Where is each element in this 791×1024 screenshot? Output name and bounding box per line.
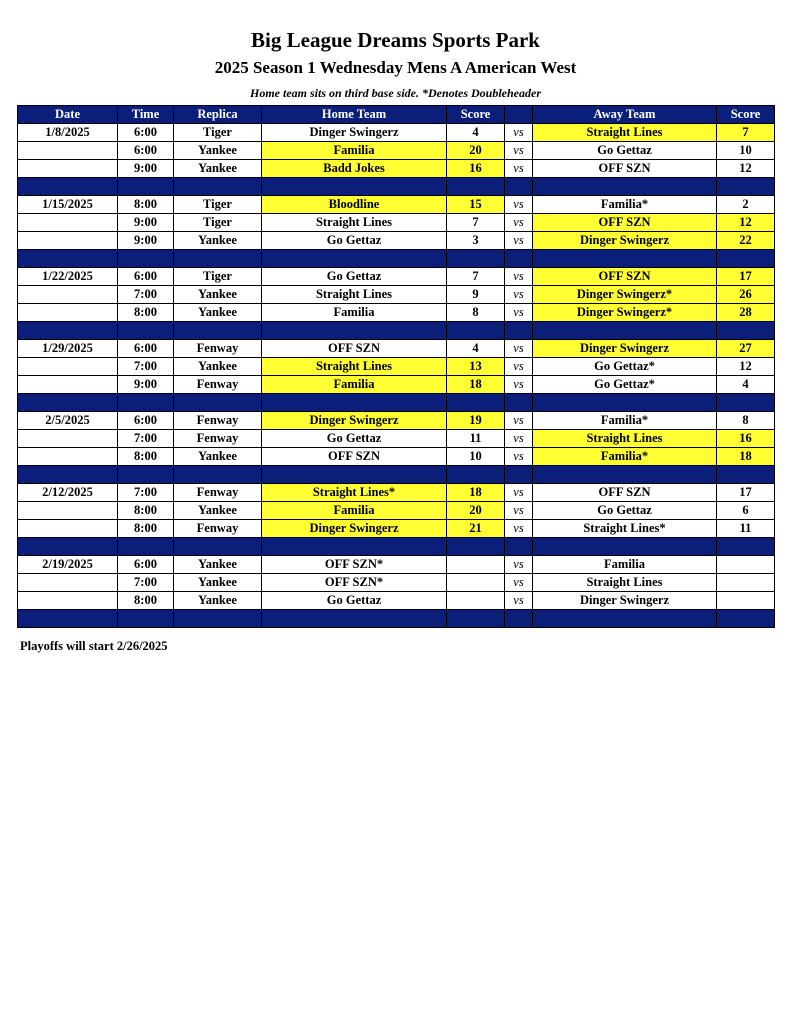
week-separator: [18, 178, 775, 196]
separator-cell: [447, 466, 505, 484]
away-score-cell: 12: [717, 160, 775, 178]
away-team-cell: OFF SZN: [533, 214, 717, 232]
home-score-cell: 15: [447, 196, 505, 214]
home-score-cell: 20: [447, 502, 505, 520]
game-row: [18, 592, 775, 610]
time-cell: 8:00: [118, 502, 174, 520]
separator-cell: [717, 178, 775, 196]
game-row: [18, 214, 775, 232]
game-row: [18, 502, 775, 520]
vs-cell: vs: [505, 286, 533, 304]
header-home-score: Score: [447, 106, 505, 124]
header-date: Date: [18, 106, 118, 124]
header-row: [18, 106, 775, 124]
away-team-cell: OFF SZN: [533, 160, 717, 178]
date-cell: 1/29/2025: [18, 340, 118, 358]
separator-cell: [174, 466, 262, 484]
vs-cell: vs: [505, 214, 533, 232]
away-score-cell: 4: [717, 376, 775, 394]
home-score-cell: [447, 574, 505, 592]
time-cell: 9:00: [118, 160, 174, 178]
away-score-cell: 18: [717, 448, 775, 466]
separator-cell: [447, 394, 505, 412]
home-score-cell: 8: [447, 304, 505, 322]
vs-cell: vs: [505, 592, 533, 610]
header-time: Time: [118, 106, 174, 124]
vs-cell: vs: [505, 358, 533, 376]
vs-cell: vs: [505, 556, 533, 574]
home-team-cell: Go Gettaz: [262, 430, 447, 448]
replica-cell: Fenway: [174, 340, 262, 358]
separator-cell: [505, 178, 533, 196]
date-cell: 2/19/2025: [18, 556, 118, 574]
away-score-cell: [717, 592, 775, 610]
week-separator: [18, 466, 775, 484]
away-team-cell: Straight Lines*: [533, 520, 717, 538]
away-team-cell: Dinger Swingerz*: [533, 286, 717, 304]
away-team-cell: Familia*: [533, 412, 717, 430]
separator-cell: [505, 466, 533, 484]
away-score-cell: 17: [717, 268, 775, 286]
replica-cell: Tiger: [174, 268, 262, 286]
home-team-cell: OFF SZN: [262, 340, 447, 358]
game-row: [18, 412, 775, 430]
replica-cell: Yankee: [174, 142, 262, 160]
vs-cell: vs: [505, 268, 533, 286]
separator-cell: [118, 466, 174, 484]
away-team-cell: Straight Lines: [533, 124, 717, 142]
header-away-score: Score: [717, 106, 775, 124]
separator-cell: [18, 466, 118, 484]
date-cell: [18, 592, 118, 610]
home-team-cell: Dinger Swingerz: [262, 412, 447, 430]
header-vs: [505, 106, 533, 124]
separator-cell: [533, 538, 717, 556]
replica-cell: Yankee: [174, 502, 262, 520]
week-separator: [18, 250, 775, 268]
separator-cell: [262, 394, 447, 412]
home-score-cell: [447, 592, 505, 610]
home-score-cell: 20: [447, 142, 505, 160]
game-row: [18, 286, 775, 304]
date-cell: [18, 142, 118, 160]
vs-cell: vs: [505, 574, 533, 592]
vs-cell: vs: [505, 376, 533, 394]
home-team-cell: Straight Lines: [262, 358, 447, 376]
replica-cell: Yankee: [174, 592, 262, 610]
game-row: [18, 196, 775, 214]
date-cell: [18, 232, 118, 250]
time-cell: 6:00: [118, 268, 174, 286]
separator-cell: [118, 610, 174, 628]
away-score-cell: 27: [717, 340, 775, 358]
away-score-cell: [717, 556, 775, 574]
replica-cell: Yankee: [174, 556, 262, 574]
date-cell: 2/12/2025: [18, 484, 118, 502]
time-cell: 6:00: [118, 340, 174, 358]
separator-cell: [533, 394, 717, 412]
home-score-cell: 21: [447, 520, 505, 538]
date-cell: [18, 358, 118, 376]
date-cell: 1/8/2025: [18, 124, 118, 142]
home-score-cell: 9: [447, 286, 505, 304]
header-away-team: Away Team: [533, 106, 717, 124]
away-score-cell: 12: [717, 358, 775, 376]
separator-cell: [262, 178, 447, 196]
date-cell: [18, 160, 118, 178]
time-cell: 7:00: [118, 286, 174, 304]
separator-cell: [118, 250, 174, 268]
away-team-cell: Go Gettaz: [533, 142, 717, 160]
home-score-cell: 11: [447, 430, 505, 448]
date-cell: 2/5/2025: [18, 412, 118, 430]
away-score-cell: [717, 574, 775, 592]
away-score-cell: 8: [717, 412, 775, 430]
separator-cell: [262, 322, 447, 340]
home-score-cell: 19: [447, 412, 505, 430]
separator-cell: [118, 394, 174, 412]
replica-cell: Yankee: [174, 286, 262, 304]
time-cell: 6:00: [118, 124, 174, 142]
vs-cell: vs: [505, 232, 533, 250]
game-row: [18, 268, 775, 286]
home-score-cell: [447, 556, 505, 574]
replica-cell: Yankee: [174, 448, 262, 466]
home-team-cell: Go Gettaz: [262, 232, 447, 250]
home-team-cell: Familia: [262, 304, 447, 322]
game-row: [18, 520, 775, 538]
vs-cell: vs: [505, 124, 533, 142]
date-cell: [18, 304, 118, 322]
game-row: [18, 304, 775, 322]
away-score-cell: 12: [717, 214, 775, 232]
game-row: [18, 556, 775, 574]
away-team-cell: Dinger Swingerz: [533, 340, 717, 358]
home-team-cell: OFF SZN*: [262, 556, 447, 574]
separator-cell: [174, 538, 262, 556]
separator-cell: [717, 466, 775, 484]
vs-cell: vs: [505, 196, 533, 214]
vs-cell: vs: [505, 520, 533, 538]
home-team-cell: Familia: [262, 376, 447, 394]
away-team-cell: Go Gettaz*: [533, 358, 717, 376]
separator-cell: [118, 322, 174, 340]
separator-cell: [262, 466, 447, 484]
away-team-cell: Familia*: [533, 448, 717, 466]
game-row: [18, 376, 775, 394]
time-cell: 8:00: [118, 304, 174, 322]
separator-cell: [717, 538, 775, 556]
time-cell: 7:00: [118, 430, 174, 448]
page-subtitle: 2025 Season 1 Wednesday Mens A American West: [214, 58, 577, 77]
separator-cell: [174, 322, 262, 340]
separator-cell: [118, 178, 174, 196]
separator-cell: [505, 394, 533, 412]
separator-cell: [505, 538, 533, 556]
week-separator: [18, 394, 775, 412]
separator-cell: [717, 250, 775, 268]
separator-cell: [18, 538, 118, 556]
separator-cell: [505, 250, 533, 268]
home-score-cell: 18: [447, 376, 505, 394]
date-cell: [18, 214, 118, 232]
vs-cell: vs: [505, 484, 533, 502]
home-team-cell: Straight Lines: [262, 214, 447, 232]
home-team-cell: OFF SZN: [262, 448, 447, 466]
separator-cell: [717, 322, 775, 340]
home-team-cell: Dinger Swingerz: [262, 520, 447, 538]
separator-cell: [505, 610, 533, 628]
separator-cell: [505, 322, 533, 340]
away-team-cell: Go Gettaz*: [533, 376, 717, 394]
separator-cell: [533, 610, 717, 628]
separator-cell: [447, 322, 505, 340]
away-team-cell: Dinger Swingerz: [533, 232, 717, 250]
week-separator: [18, 322, 775, 340]
time-cell: 6:00: [118, 412, 174, 430]
separator-cell: [262, 610, 447, 628]
separator-cell: [118, 538, 174, 556]
schedule-table: [17, 105, 775, 628]
separator-cell: [717, 610, 775, 628]
vs-cell: vs: [505, 502, 533, 520]
away-score-cell: 7: [717, 124, 775, 142]
time-cell: 7:00: [118, 358, 174, 376]
time-cell: 9:00: [118, 376, 174, 394]
away-score-cell: 2: [717, 196, 775, 214]
vs-cell: vs: [505, 412, 533, 430]
away-score-cell: 10: [717, 142, 775, 160]
separator-cell: [533, 250, 717, 268]
date-cell: [18, 286, 118, 304]
replica-cell: Fenway: [174, 412, 262, 430]
away-team-cell: OFF SZN: [533, 268, 717, 286]
away-team-cell: Dinger Swingerz: [533, 592, 717, 610]
schedule-body: [18, 124, 775, 628]
vs-cell: vs: [505, 304, 533, 322]
date-cell: [18, 430, 118, 448]
time-cell: 9:00: [118, 214, 174, 232]
replica-cell: Fenway: [174, 520, 262, 538]
replica-cell: Tiger: [174, 124, 262, 142]
game-row: [18, 142, 775, 160]
away-team-cell: Go Gettaz: [533, 502, 717, 520]
time-cell: 8:00: [118, 520, 174, 538]
home-team-cell: Badd Jokes: [262, 160, 447, 178]
home-score-cell: 4: [447, 340, 505, 358]
separator-cell: [174, 250, 262, 268]
home-score-cell: 3: [447, 232, 505, 250]
time-cell: 6:00: [118, 556, 174, 574]
replica-cell: Fenway: [174, 376, 262, 394]
away-score-cell: 16: [717, 430, 775, 448]
home-team-cell: OFF SZN*: [262, 574, 447, 592]
home-score-cell: 10: [447, 448, 505, 466]
separator-cell: [18, 610, 118, 628]
schedule-note: Home team sits on third base side. *Denotes Doubleheader: [250, 86, 541, 100]
game-row: [18, 340, 775, 358]
away-team-cell: Dinger Swingerz*: [533, 304, 717, 322]
time-cell: 8:00: [118, 448, 174, 466]
home-team-cell: Straight Lines: [262, 286, 447, 304]
away-team-cell: Straight Lines: [533, 430, 717, 448]
separator-cell: [174, 610, 262, 628]
separator-cell: [533, 466, 717, 484]
separator-cell: [174, 178, 262, 196]
replica-cell: Yankee: [174, 574, 262, 592]
separator-cell: [447, 538, 505, 556]
date-cell: 1/22/2025: [18, 268, 118, 286]
separator-cell: [262, 250, 447, 268]
date-cell: [18, 502, 118, 520]
playoffs-note: Playoffs will start 2/26/2025: [20, 639, 168, 653]
separator-cell: [18, 394, 118, 412]
home-team-cell: Go Gettaz: [262, 592, 447, 610]
home-team-cell: Straight Lines*: [262, 484, 447, 502]
away-score-cell: 28: [717, 304, 775, 322]
separator-cell: [533, 322, 717, 340]
separator-cell: [18, 178, 118, 196]
time-cell: 7:00: [118, 484, 174, 502]
vs-cell: vs: [505, 340, 533, 358]
replica-cell: Fenway: [174, 484, 262, 502]
away-score-cell: 22: [717, 232, 775, 250]
time-cell: 8:00: [118, 196, 174, 214]
replica-cell: Tiger: [174, 196, 262, 214]
separator-cell: [717, 394, 775, 412]
game-row: [18, 232, 775, 250]
home-team-cell: Familia: [262, 142, 447, 160]
week-separator: [18, 538, 775, 556]
away-score-cell: 6: [717, 502, 775, 520]
header-replica: Replica: [174, 106, 262, 124]
separator-cell: [18, 250, 118, 268]
away-score-cell: 17: [717, 484, 775, 502]
vs-cell: vs: [505, 448, 533, 466]
vs-cell: vs: [505, 142, 533, 160]
time-cell: 6:00: [118, 142, 174, 160]
replica-cell: Yankee: [174, 358, 262, 376]
separator-cell: [447, 250, 505, 268]
game-row: [18, 358, 775, 376]
away-score-cell: 11: [717, 520, 775, 538]
home-score-cell: 16: [447, 160, 505, 178]
away-team-cell: OFF SZN: [533, 484, 717, 502]
time-cell: 9:00: [118, 232, 174, 250]
home-team-cell: Bloodline: [262, 196, 447, 214]
vs-cell: vs: [505, 430, 533, 448]
date-cell: [18, 520, 118, 538]
separator-cell: [533, 178, 717, 196]
separator-cell: [447, 178, 505, 196]
replica-cell: Yankee: [174, 232, 262, 250]
time-cell: 7:00: [118, 574, 174, 592]
separator-cell: [262, 538, 447, 556]
separator-cell: [447, 610, 505, 628]
home-score-cell: 4: [447, 124, 505, 142]
away-team-cell: Familia: [533, 556, 717, 574]
home-score-cell: 13: [447, 358, 505, 376]
date-cell: [18, 448, 118, 466]
date-cell: [18, 376, 118, 394]
home-team-cell: Dinger Swingerz: [262, 124, 447, 142]
week-separator: [18, 610, 775, 628]
away-team-cell: Familia*: [533, 196, 717, 214]
home-score-cell: 7: [447, 268, 505, 286]
away-team-cell: Straight Lines: [533, 574, 717, 592]
game-row: [18, 484, 775, 502]
date-cell: 1/15/2025: [18, 196, 118, 214]
replica-cell: Yankee: [174, 304, 262, 322]
game-row: [18, 160, 775, 178]
home-team-cell: Go Gettaz: [262, 268, 447, 286]
game-row: [18, 124, 775, 142]
replica-cell: Tiger: [174, 214, 262, 232]
separator-cell: [174, 394, 262, 412]
header-home-team: Home Team: [262, 106, 447, 124]
replica-cell: Yankee: [174, 160, 262, 178]
time-cell: 8:00: [118, 592, 174, 610]
home-score-cell: 7: [447, 214, 505, 232]
game-row: [18, 448, 775, 466]
page-title: Big League Dreams Sports Park: [251, 28, 540, 52]
replica-cell: Fenway: [174, 430, 262, 448]
home-score-cell: 18: [447, 484, 505, 502]
game-row: [18, 574, 775, 592]
date-cell: [18, 574, 118, 592]
separator-cell: [18, 322, 118, 340]
home-team-cell: Familia: [262, 502, 447, 520]
game-row: [18, 430, 775, 448]
vs-cell: vs: [505, 160, 533, 178]
away-score-cell: 26: [717, 286, 775, 304]
